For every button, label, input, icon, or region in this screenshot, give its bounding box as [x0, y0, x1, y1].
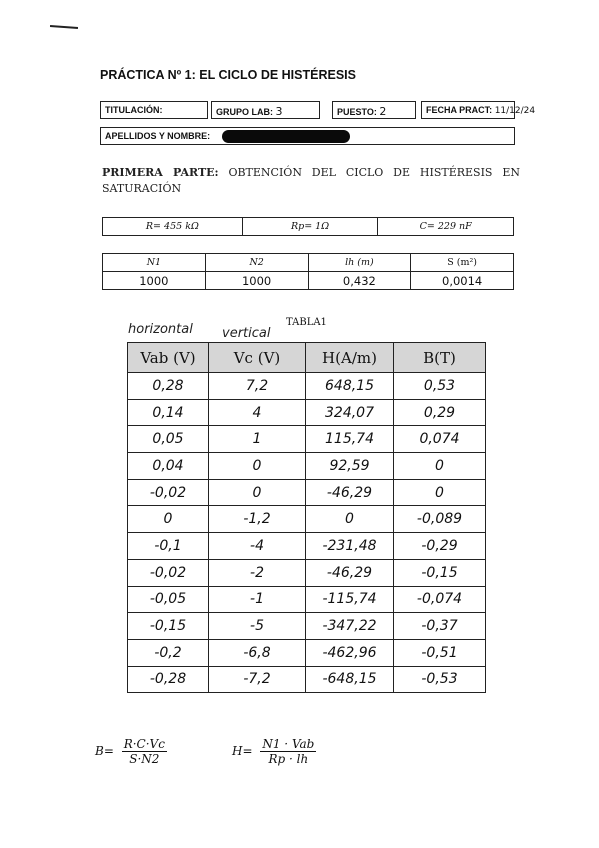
coil-value-lh: 0,432	[308, 272, 411, 290]
table-cell: -46,29	[306, 559, 394, 586]
formula-h	[232, 737, 316, 766]
name-redaction	[222, 130, 350, 143]
formula-b	[95, 737, 167, 766]
grupo-lab-label: GRUPO LAB:	[216, 107, 273, 117]
param-rp: Rp= 1Ω	[242, 218, 378, 236]
table-cell: 0,28	[128, 373, 209, 400]
col-header-b: B(T)	[394, 343, 486, 373]
grupo-lab-field	[211, 101, 320, 119]
table-cell: -7,2	[209, 666, 306, 693]
table-row	[128, 613, 486, 640]
table-cell: 92,59	[306, 453, 394, 480]
table-row	[128, 639, 486, 666]
table-cell: -347,22	[306, 613, 394, 640]
table-cell: -0,37	[394, 613, 486, 640]
col-header-vab: Vab (V)	[128, 343, 209, 373]
table1-caption: TABLA1	[286, 317, 327, 328]
param-c: C= 229 nF	[378, 218, 514, 236]
coil-header-s: S (m²)	[411, 254, 514, 272]
table-cell: 324,07	[306, 399, 394, 426]
table-cell: 0,05	[128, 426, 209, 453]
note-vertical: vertical	[222, 326, 271, 341]
formula-b-denominator: S·N2	[129, 752, 160, 766]
table-row	[128, 586, 486, 613]
table-cell: 0	[394, 479, 486, 506]
puesto-field	[332, 101, 416, 119]
coil-header-n1: N1	[103, 254, 206, 272]
coil-value-n2: 1000	[205, 272, 308, 290]
table-cell: -5	[209, 613, 306, 640]
coil-value-n1: 1000	[103, 272, 206, 290]
table-row	[128, 559, 486, 586]
formula-h-denominator: Rp · lh	[268, 752, 309, 766]
table-cell: 115,74	[306, 426, 394, 453]
table-cell: -6,8	[209, 639, 306, 666]
titulacion-label: TITULACIÓN:	[105, 105, 163, 115]
section-bold: PRIMERA PARTE:	[102, 166, 219, 179]
table-cell: 0,53	[394, 373, 486, 400]
table-cell: -0,53	[394, 666, 486, 693]
table-cell: -0,51	[394, 639, 486, 666]
table-row	[128, 399, 486, 426]
table-cell: 0	[128, 506, 209, 533]
coil-table	[102, 253, 514, 290]
params-table	[102, 217, 514, 236]
table-cell: -0,02	[128, 479, 209, 506]
pen-mark	[50, 25, 78, 29]
col-header-h: H(A/m)	[306, 343, 394, 373]
fecha-field	[421, 101, 536, 119]
table-cell: 648,15	[306, 373, 394, 400]
table-cell: -0,28	[128, 666, 209, 693]
coil-value-s: 0,0014	[411, 272, 514, 290]
table-cell: -1,2	[209, 506, 306, 533]
formula-b-numerator: R·C·Vc	[123, 737, 165, 751]
formula-b-fraction	[122, 737, 167, 766]
table-cell: -1	[209, 586, 306, 613]
table-cell: -0,15	[394, 559, 486, 586]
table-cell: -0,29	[394, 533, 486, 560]
table-row	[128, 506, 486, 533]
table-cell: 0	[394, 453, 486, 480]
table-cell: 0	[306, 506, 394, 533]
table-row	[128, 666, 486, 693]
table-cell: 0,29	[394, 399, 486, 426]
table-row	[128, 426, 486, 453]
apellidos-label: APELLIDOS Y NOMBRE:	[105, 131, 211, 141]
table-row	[128, 533, 486, 560]
table-row	[128, 453, 486, 480]
table-cell: 0,074	[394, 426, 486, 453]
table-row	[128, 479, 486, 506]
table-cell: -115,74	[306, 586, 394, 613]
table-cell: 4	[209, 399, 306, 426]
fecha-value: 11/12/24	[494, 106, 536, 116]
coil-header-lh: lh (m)	[308, 254, 411, 272]
table-cell: 1	[209, 426, 306, 453]
table-cell: -231,48	[306, 533, 394, 560]
coil-header-n2: N2	[205, 254, 308, 272]
table-cell: 0,04	[128, 453, 209, 480]
formula-h-fraction	[260, 737, 316, 766]
table-cell: -2	[209, 559, 306, 586]
table-cell: -46,29	[306, 479, 394, 506]
table-cell: -0,15	[128, 613, 209, 640]
table-row	[128, 373, 486, 400]
table-cell: 0	[209, 479, 306, 506]
note-horizontal: horizontal	[128, 322, 193, 337]
hysteresis-table	[127, 342, 486, 693]
grupo-lab-value: 3	[275, 105, 283, 118]
fecha-label: FECHA PRACT:	[426, 105, 493, 115]
section-heading	[102, 165, 520, 197]
col-header-vc: Vc (V)	[209, 343, 306, 373]
formula-h-numerator: N1 · Vab	[262, 737, 315, 751]
table-cell: -0,074	[394, 586, 486, 613]
table-cell: 7,2	[209, 373, 306, 400]
formula-h-lhs: H=	[232, 744, 253, 758]
titulacion-field	[100, 101, 208, 119]
table-cell: 0,14	[128, 399, 209, 426]
table-cell: 0	[209, 453, 306, 480]
table-cell: -648,15	[306, 666, 394, 693]
puesto-value: 2	[379, 105, 387, 118]
formula-b-lhs: B=	[95, 744, 114, 758]
section-text: OBTENCIÓN DEL CICLO DE HISTÉRESIS EN SATURACIÓN	[102, 166, 520, 195]
table-cell: -0,05	[128, 586, 209, 613]
param-r: R= 455 kΩ	[103, 218, 243, 236]
table-cell: -0,1	[128, 533, 209, 560]
table-cell: -0,02	[128, 559, 209, 586]
hysteresis-table-body	[128, 373, 486, 693]
table-cell: -0,089	[394, 506, 486, 533]
table-cell: -4	[209, 533, 306, 560]
table-cell: -0,2	[128, 639, 209, 666]
table-cell: -462,96	[306, 639, 394, 666]
puesto-label: PUESTO:	[337, 107, 377, 117]
page-title: PRÁCTICA Nº 1: EL CICLO DE HISTÉRESIS	[100, 68, 356, 82]
